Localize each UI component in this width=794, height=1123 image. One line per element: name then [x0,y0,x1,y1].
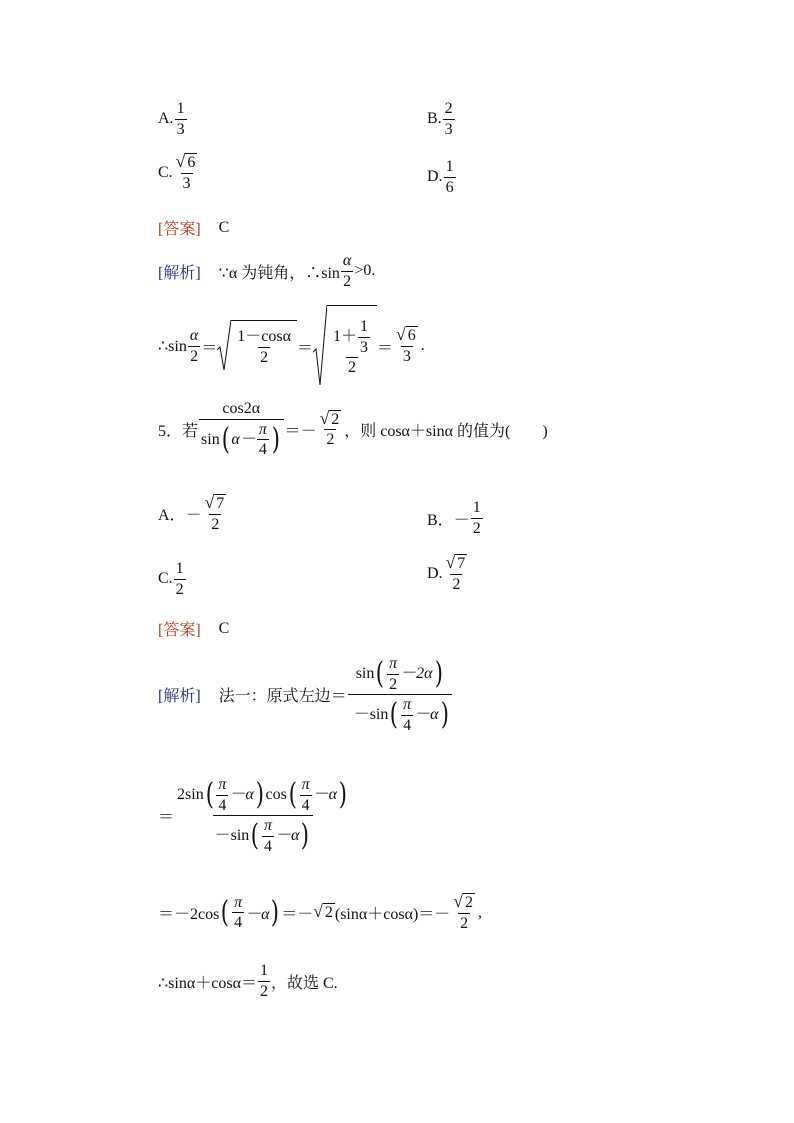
answer-tag: [答案] [158,622,201,639]
q5-analysis-line2: ＝ 2sin ( $\frac{\pi}{4}$ －α ) cos ( $\frac{\pi}{4}$ －α ) －sin ( $\frac{\pi}{4}$ －α ) [158,776,352,855]
fraction: $\frac{1}{2}$ [472,499,481,537]
answer-value: C [218,218,230,236]
q5-conclusion: ∴sinα＋cosα＝ $\frac{1}{2}$ ，故选 C. [158,962,338,1000]
q4-option-c: C. √ 6 3 [158,153,200,192]
q5-analysis-line3: ＝－2cos ( $\frac{\pi}{4}$ －α ) ＝－ √ 2 (sinα＋cosα)＝－ √ 2 2 , [158,891,482,932]
q5-option-c: C. $\frac{1}{2}$ [158,560,184,598]
fraction: √ 6 3 [396,324,416,365]
fraction: $\frac{\alpha}{2}$ [342,252,352,290]
fraction: √ 7 2 [445,552,466,593]
analysis-tag: [解析] [158,688,201,706]
fraction: $\frac{2}{3}$ [444,100,453,138]
q4-analysis-line1: [解析] ∵α 为钝角，∴sin $\frac{\alpha}{2}$ >0. [158,252,376,290]
sqrt: √ 2 [313,901,333,922]
q4-option-b: B. $\frac{2}{3}$ [427,100,453,138]
fraction: sin ( $\frac{\pi}{2}$ －2α ) －sin ( $\frac{\pi}{4}$ －α ) [348,655,453,734]
fraction: 2sin ( $\frac{\pi}{4}$ －α ) cos ( $\frac{\pi}{4}$ －α ) －sin ( $\frac{\pi}{4}$ －α ) [177,776,347,855]
sqrt [313,305,377,387]
fraction: $\frac{1-\cos\alpha}{2}$ [237,328,291,366]
fraction: 1＋ $\frac{1}{3}$ 2 [333,318,369,377]
radical-icon [313,305,327,387]
fraction: cos2α sin ( α－ $\frac{\pi}{4}$ ) [199,400,284,459]
answer-value: C [218,619,230,637]
q5-option-d: D. √ 7 2 [427,554,470,593]
fraction: $\frac{1}{6}$ [445,158,454,196]
radical-icon [217,320,231,372]
q4-analysis-line2: ∴sin $\frac{\alpha}{2}$ ＝ $\frac{1-\cos\alpha}{2}$ ＝ 1＋ $\frac{1}{3}$ 2 ＝ √ 6 3 . [158,305,425,387]
fraction: $\frac{1}{2}$ [259,962,268,1000]
fraction: $\frac{1}{2}$ [175,560,184,598]
fraction: √ 6 3 [175,151,196,192]
q5-stem: 5．若 cos2α sin ( α－ $\frac{\pi}{4}$ ) ＝－ √ 2 2 ，则 cosα＋sinα 的值为( ) [158,400,548,459]
answer-tag: [答案] [158,221,201,238]
fraction: √ 2 2 [453,891,473,932]
q5-option-a: A． － √ 7 2 [158,494,229,533]
sqrt: √ 6 [175,151,196,171]
fraction: √ 2 2 [319,407,340,449]
fraction: √ 7 2 [204,492,225,533]
analysis-tag: [解析] [158,264,201,282]
fraction: $\frac{1}{3}$ [176,100,185,138]
fraction: $\frac{\alpha}{2}$ [189,326,199,365]
q4-option-d: D. $\frac{1}{6}$ [427,158,454,196]
sqrt [217,320,297,372]
q5-answer [158,617,229,640]
q5-option-b: B． － $\frac{1}{2}$ [427,499,481,537]
q5-analysis-line1: [解析] 法一：原式左边＝ sin ( $\frac{\pi}{2}$ －2α ) －sin ( $\frac{\pi}{4}$ －α ) [158,655,453,734]
q4-answer [158,216,229,239]
q4-option-a: A. $\frac{1}{3}$ [158,100,185,138]
question-number: 5．若 [158,422,199,440]
